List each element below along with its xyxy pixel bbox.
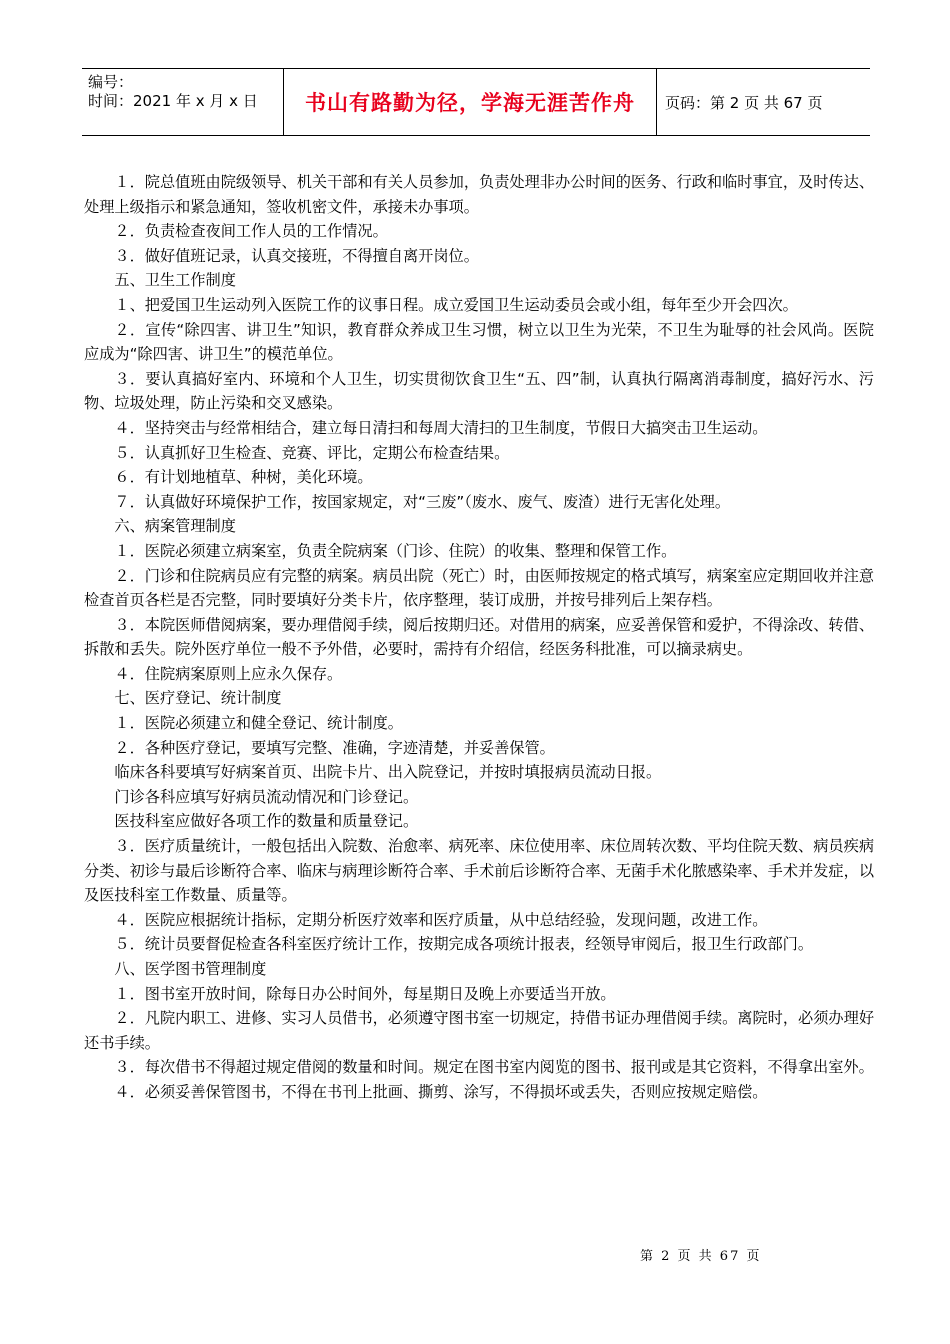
paragraph: ３．本院医师借阅病案，要办理借阅手续，阅后按期归还。对借用的病案，应妥善保管和爱护，不得涂改、转借、拆散和丢失。院外医疗单位一般不予外借，必要时，需持有介绍信，经医务科批准，可以摘录病史。 xyxy=(84,615,874,659)
paragraph: ２．门诊和住院病员应有完整的病案。病员出院（死亡）时，由医师按规定的格式填写，病案室应定期回收并注意检查首页各栏是否完整，同时要填好分类卡片，依序整理，装订成册，并按号排列后上架存档。 xyxy=(84,566,874,610)
paragraph: ２．各种医疗登记，要填写完整、准确，字迹清楚，并妥善保管。 xyxy=(114,738,555,757)
paragraph: ３．要认真搞好室内、环境和个人卫生，切实贯彻饮食卫生“五、四”制，认真执行隔离消毒制度，搞好污水、污物、垃圾处理，防止污染和交叉感染。 xyxy=(84,369,874,413)
paragraph: 门诊各科应填写好病员流动情况和门诊登记。 xyxy=(114,787,419,806)
paragraph: ３．每次借书不得超过规定借阅的数量和时间。规定在图书室内阅览的图书、报刊或是其它资料，不得拿出室外。 xyxy=(114,1058,874,1077)
paragraph: ４．坚持突击与经常相结合，建立每日清扫和每周大清扫的卫生制度，节假日大搞突击卫生运动。 xyxy=(114,418,768,437)
paragraph: ４．住院病案原则上应永久保存。 xyxy=(114,664,343,683)
paragraph: ４．必须妥善保管图书，不得在书刊上批画、撕剪、涂写，不得损坏或丢失，否则应按规定赔偿。 xyxy=(114,1082,768,1101)
paragraph: １．院总值班由院级领导、机关干部和有关人员参加，负责处理非办公时间的医务、行政和临时事宜，及时传达、处理上级指示和紧急通知，签收机密文件，承接未办事项。 xyxy=(84,173,874,216)
section-heading: 五、卫生工作制度 xyxy=(114,271,236,290)
paragraph: １、把爱国卫生运动列入医院工作的议事日程。成立爱国卫生运动委员会或小组，每年至少开会四次。 xyxy=(114,295,798,314)
section-heading: 八、医学图书管理制度 xyxy=(114,960,267,978)
paragraph: ３．医疗质量统计，一般包括出入院数、治愈率、病死率、床位使用率、床位周转次数、平均住院天数、病员疾病分类、初诊与最后诊断符合率、临床与病理诊断符合率、手术前后诊断符合率、无菌手术化脓感染率、手术并发症，以及医技科室工作数量、质量等。 xyxy=(84,837,874,905)
paragraph: ４．医院应根据统计指标，定期分析医疗效率和医疗质量，从中总结经验，发现问题，改进工作。 xyxy=(114,910,768,929)
paragraph: １．图书室开放时间，除每日办公时间外，每星期日及晚上亦要适当开放。 xyxy=(114,984,616,1003)
document-body xyxy=(84,170,874,1105)
paragraph: ７．认真做好环境保护工作，按国家规定，对“三废”（废水、废气、废渣）进行无害化处理。 xyxy=(114,492,731,511)
section-heading: 七、医疗登记、统计制度 xyxy=(114,689,282,708)
paragraph: ２．凡院内职工、进修、实习人员借书，必须遵守图书室一切规定，持借书证办理借阅手续。离院时，必须办理好还书手续。 xyxy=(84,1009,874,1052)
header-page-info: 页码：第 2 页 共 67 页 xyxy=(665,93,823,112)
paragraph: １．医院必须建立病案室，负责全院病案（门诊、住院）的收集、整理和保管工作。 xyxy=(114,541,677,560)
page-header xyxy=(82,68,870,136)
document-number-label: 编号： xyxy=(88,73,134,91)
paragraph: ５．统计员要督促检查各科室医疗统计工作，按期完成各项统计报表，经领导审阅后，报卫生行政部门。 xyxy=(114,935,814,954)
paragraph: ５．认真抓好卫生检查、竞赛、评比，定期公布检查结果。 xyxy=(114,443,510,462)
document-date: 时间：2021 年 x 月 x 日 xyxy=(88,92,258,110)
paragraph: １．医院必须建立和健全登记、统计制度。 xyxy=(114,714,403,733)
paragraph: ２．宣传“除四害、讲卫生”知识，教育群众养成卫生习惯，树立以卫生为光荣，不卫生为耻辱的社会风尚。医院应成为“除四害、讲卫生”的模范单位。 xyxy=(84,320,874,364)
paragraph: ２．负责检查夜间工作人员的工作情况。 xyxy=(114,222,388,241)
paragraph: ３．做好值班记录，认真交接班，不得擅自离开岗位。 xyxy=(114,246,479,265)
paragraph: ６．有计划地植草、种树，美化环境。 xyxy=(114,468,373,487)
header-motto: 书山有路勤为径，学海无涯苦作舟 xyxy=(284,69,657,135)
section-heading: 六、病案管理制度 xyxy=(114,517,236,536)
header-meta xyxy=(82,69,284,135)
paragraph: 临床各科要填写好病案首页、出院卡片、出入院登记，并按时填报病员流动日报。 xyxy=(114,763,662,782)
page-footer: 第 2 页 共 67 页 xyxy=(640,1249,762,1264)
paragraph: 医技科室应做好各项工作的数量和质量登记。 xyxy=(114,812,419,831)
